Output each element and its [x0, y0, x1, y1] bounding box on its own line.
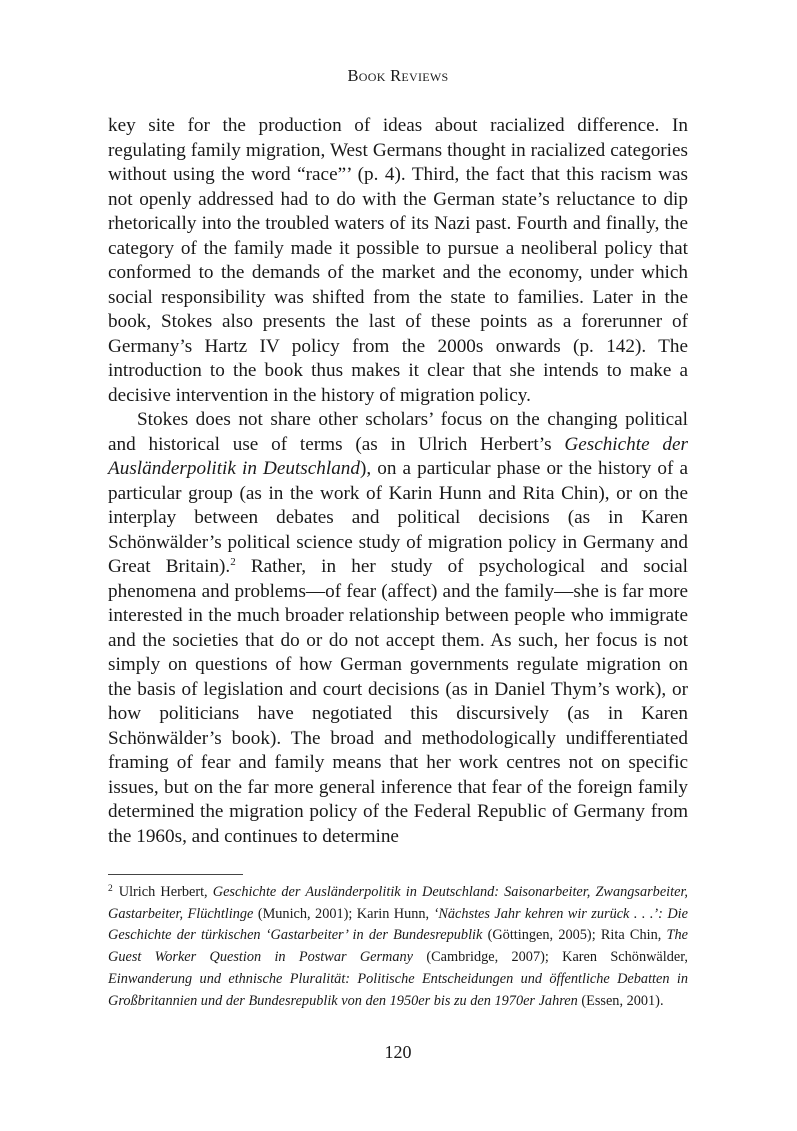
footnote-text-3: (Göttingen, 2005); Rita Chin,	[482, 927, 667, 944]
footnote	[108, 882, 688, 1012]
footnote-text-1: Ulrich Herbert,	[118, 884, 213, 900]
footnote-text-4: (Cambridge, 2007); Karen Schönwälder,	[413, 949, 688, 966]
book-title-italic: Geschichte der Ausländerpolitik in Deutschland	[108, 433, 688, 479]
footnote-text-2: (Munich, 2001); Karin Hunn,	[253, 905, 434, 922]
footnote-number: 2	[108, 884, 113, 894]
footnote-title-2: ‘Nächstes Jahr kehren wir zurück . . .’: Die Geschichte der türkischen ‘Gastarbeiter’ in der Bundesrepublik	[108, 905, 688, 944]
footnote-text-5: (Essen, 2001).	[577, 992, 664, 1009]
footnote-reference[interactable]: 2	[230, 556, 236, 568]
page-number: 120	[384, 1042, 412, 1062]
footnote-title-3: The Guest Worker Question in Postwar Germany	[108, 927, 688, 966]
paragraph-2	[108, 408, 688, 849]
paragraph-2-text-c: Rather, in her study of psychological and social phenomena and problems—of fear (affect) and the family—she is far more interested in the much broader relationship between people who immigrate and the societies that do or do not accept them. As such, her focus is not simply on questions of how German governments regulate migration on the basis of legislation and court decisions (as in Daniel Thym’s work), or how politicians have negotiated this discursively (as in Karen Schönwälder’s book). The broad and methodologically undifferentiated framing of fear and family means that her work centres not on specific issues, but on the far more general inference that fear of the foreign family determined the migration policy of the Federal Republic of Germany from the 1960s, and continues to determine	[108, 556, 688, 847]
paragraph-2-text-b: ), on a particular phase or the history of a particular group (as in the work of Karin Hunn and Rita Chin), or on the interplay between debates and political decisions (as in Karen Schönwälder’s political science study of migration policy in Germany and Great Britain).	[108, 458, 688, 577]
document-page	[108, 0, 688, 1131]
paragraph-1-text: key site for the production of ideas about racialized difference. In regulating family migration, West Germans thought in racialized categories without using the word “race”’ (p. 4). Third, the fact that this racism was not openly addressed had to do with the German state’s reluctance to dip rhetorically into the troubled waters of its Nazi past. Fourth and finally, the category of the family made it possible to pursue a neoliberal policy that conformed to the demands of the market and the economy, under which social responsibility was shifted from the state to families. Later in the book, Stokes also presents the last of these points as a forerunner of Germany’s Hartz IV policy from the 2000s onwards (p. 142). The introduction to the book thus makes it clear that she intends to make a decisive intervention in the history of migration policy.	[108, 115, 688, 406]
paragraph-2-text-a: Stokes does not share other scholars’ focus on the changing political and historical use of terms (as in Ulrich Herbert’s	[108, 409, 688, 455]
footnote-title-4: Einwanderung und ethnische Pluralität: Politische Entscheidungen und öffentliche Debatten in Großbritannien und der Bundesrepublik von den 1950er bis zu den 1970er Jahren	[108, 970, 688, 1009]
body-text	[108, 114, 688, 849]
paragraph-1	[108, 114, 688, 408]
footnote-title-1: Geschichte der Ausländerpolitik in Deutschland: Saisonarbeiter, Zwangsarbeiter, Gastarbeiter, Flüchtlinge	[108, 884, 689, 922]
running-head: Book Reviews	[347, 66, 449, 85]
footnote-divider	[108, 874, 243, 875]
